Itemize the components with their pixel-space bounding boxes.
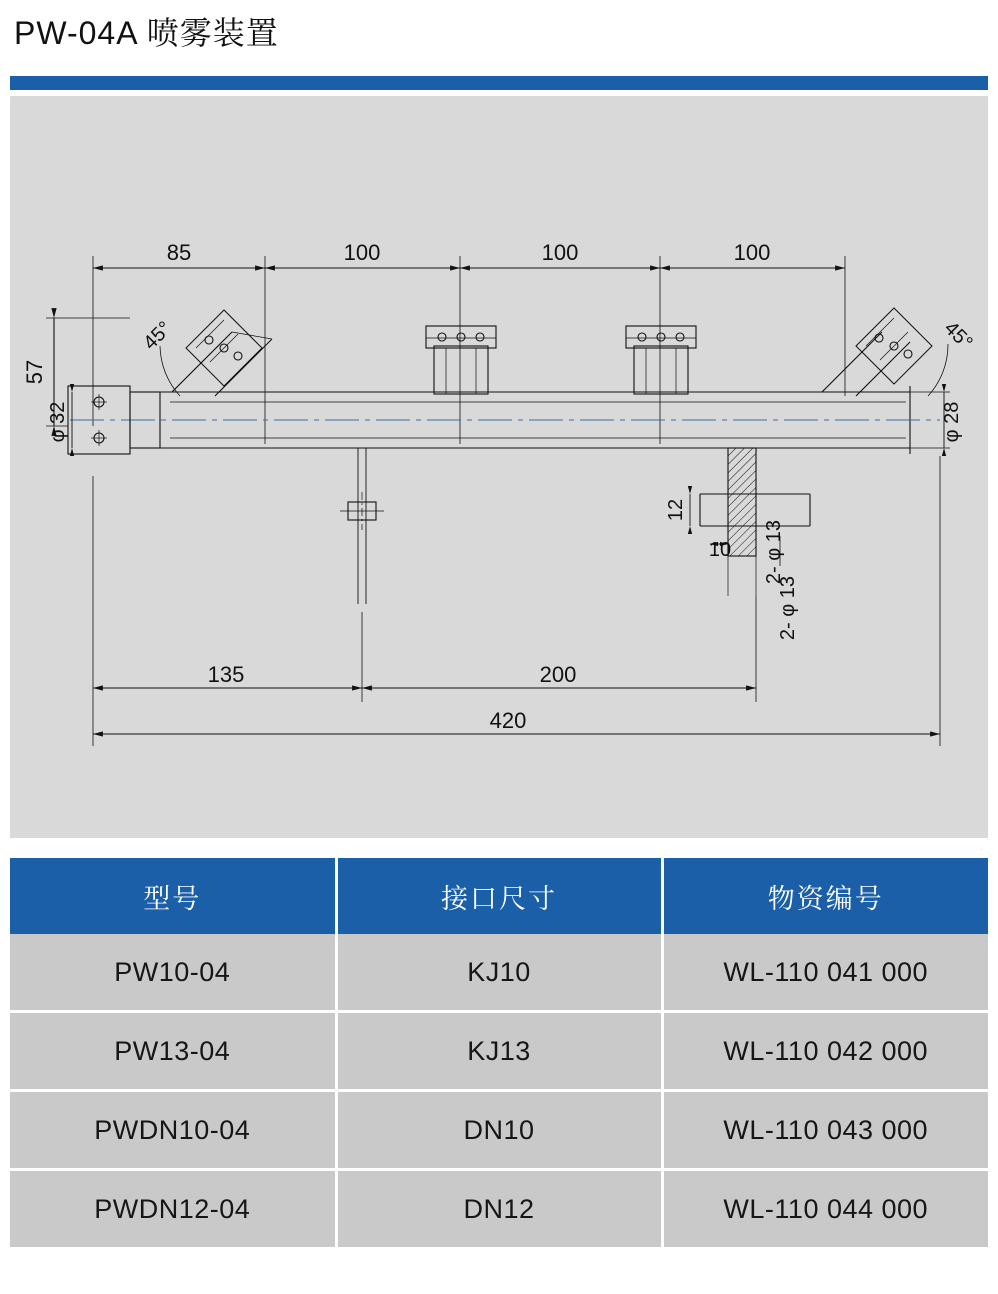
angle-right-45: 45° xyxy=(939,317,977,355)
page-title: PW-04A 喷雾装置 xyxy=(14,15,279,51)
dim-top-100-c: 100 xyxy=(733,240,771,265)
table-row xyxy=(10,1091,988,1170)
cell-interface-size: DN12 xyxy=(336,1170,662,1248)
title-divider-bar xyxy=(10,76,988,90)
specification-table xyxy=(10,858,988,1247)
cell-material-code: WL-110 042 000 xyxy=(662,1012,988,1091)
dim-detail-hole-2: 2- φ 13 xyxy=(777,575,799,641)
cell-material-code: WL-110 043 000 xyxy=(662,1091,988,1170)
dim-bottom-135: 135 xyxy=(207,662,245,687)
table-row xyxy=(10,1170,988,1248)
dim-top-100-a: 100 xyxy=(343,240,381,265)
cell-model: PW13-04 xyxy=(10,1012,336,1091)
angle-left-45: 45° xyxy=(139,317,177,355)
cell-interface-size: KJ10 xyxy=(336,934,662,1012)
technical-drawing xyxy=(10,96,988,838)
table-header-interface-size: 接口尺寸 xyxy=(336,858,662,934)
dim-overall-420: 420 xyxy=(489,708,527,733)
dim-top-85: 85 xyxy=(166,240,192,265)
cell-model: PWDN12-04 xyxy=(10,1170,336,1248)
dim-detail-hole: 2- φ 13 xyxy=(763,519,785,585)
table-row xyxy=(10,934,988,1012)
table-header-model: 型号 xyxy=(10,858,336,934)
dim-left-diameter: φ 32 xyxy=(47,401,69,443)
dim-top-100-b: 100 xyxy=(541,240,579,265)
cell-interface-size: DN10 xyxy=(336,1091,662,1170)
cell-model: PWDN10-04 xyxy=(10,1091,336,1170)
dim-detail-12: 12 xyxy=(665,498,687,522)
drawing-panel xyxy=(10,96,988,838)
cell-model: PW10-04 xyxy=(10,934,336,1012)
table-header-row xyxy=(10,858,988,934)
cell-material-code: WL-110 044 000 xyxy=(662,1170,988,1248)
cell-interface-size: KJ13 xyxy=(336,1012,662,1091)
dim-detail-10: 10 xyxy=(708,539,732,561)
dim-bottom-200: 200 xyxy=(539,662,577,687)
dim-left-57: 57 xyxy=(22,359,47,385)
table-header-material-code: 物资编号 xyxy=(662,858,988,934)
dim-right-diameter: φ 28 xyxy=(941,401,963,443)
table-row xyxy=(10,1012,988,1091)
cell-material-code: WL-110 041 000 xyxy=(662,934,988,1012)
